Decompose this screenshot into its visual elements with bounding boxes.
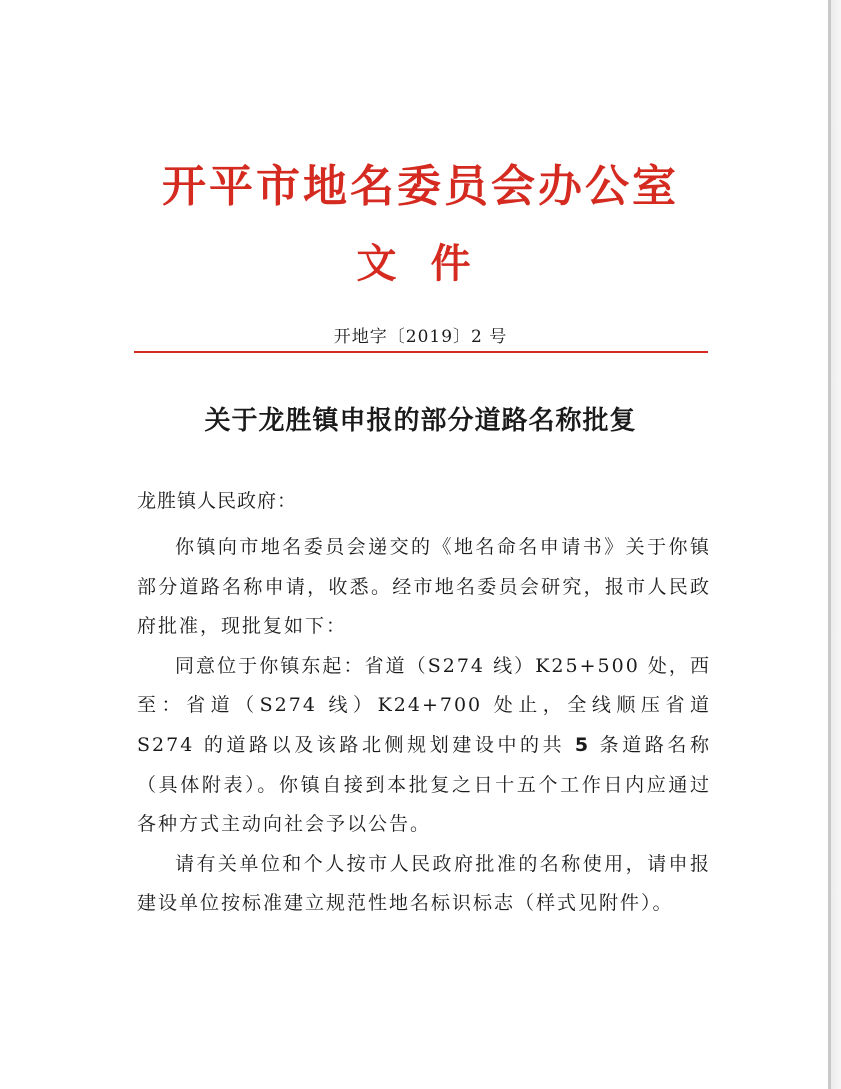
document-type-heading: 文件 [356, 241, 505, 287]
road-count-emphasis: 5 [574, 733, 591, 756]
document-number: 开地字〔2019〕2 号 [333, 327, 508, 347]
red-header-divider [134, 351, 708, 353]
issuing-office-title: 开平市地名委员会办公室 [162, 161, 679, 212]
body-paragraph-1: 你镇向市地名委员会递交的《地名命名申请书》关于你镇部分道路名称申请，收悉。经市地名委员会研究，报市人民政府批准，现批复如下： [137, 536, 711, 638]
paragraph-2-text-before: 同意位于你镇东起：省道（S274 线）K25+500 处，西至：省道（S274 线）K24+700 处止，全线顺压省道 S274 的道路以及该路北侧规划建设中的共 [137, 654, 711, 756]
paragraph-2-text-after: 条道路名称（具体附表）。你镇自接到本批复之日十五个工作日内应通过各种方式主动向社会予以公告。 [137, 733, 711, 836]
document-body [137, 528, 711, 924]
document-title: 关于龙胜镇申报的部分道路名称批复 [204, 406, 637, 436]
salutation: 龙胜镇人民政府： [137, 490, 298, 512]
body-paragraph-3: 请有关单位和个人按市人民政府批准的名称使用，请申报建设单位按标准建立规范性地名标识标志（样式见附件）。 [137, 852, 711, 915]
body-paragraph-2 [137, 647, 711, 845]
